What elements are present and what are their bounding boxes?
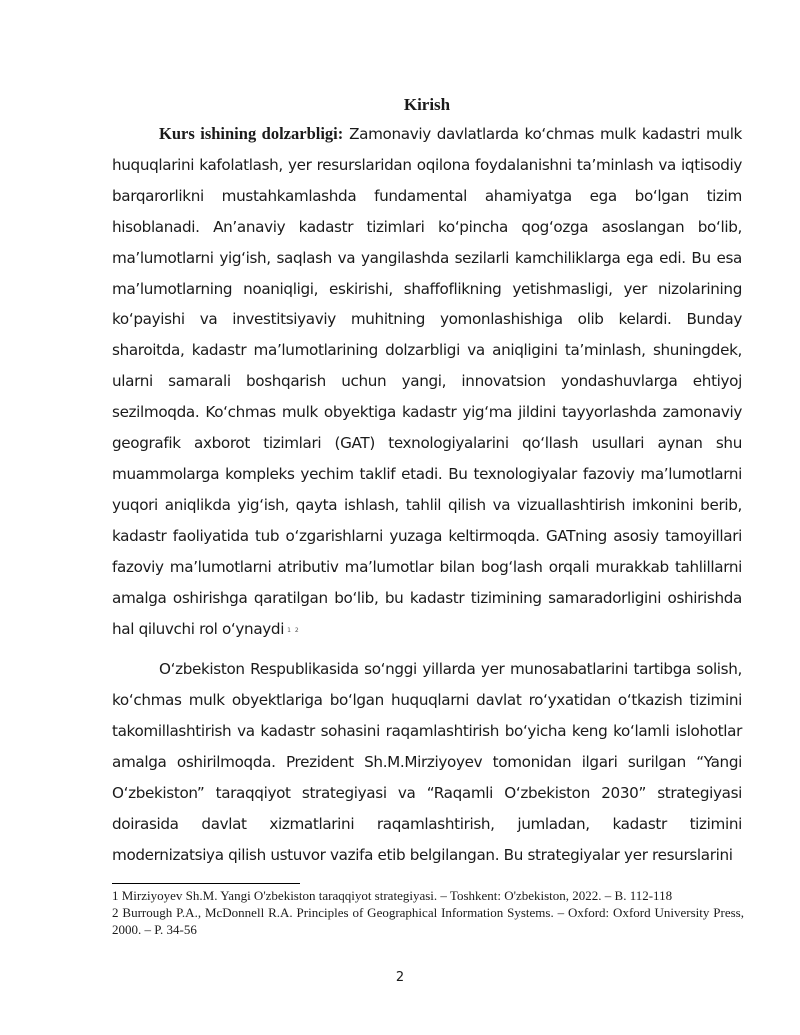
- footnotes: [112, 887, 744, 938]
- footnote-separator: [112, 883, 300, 884]
- paragraph-relevance: [112, 119, 742, 646]
- footnote-1: 1 Mirziyoyev Sh.M. Yangi O'zbekiston taraqqiyot strategiyasi. – Toshkent: O'zbekiston, 2022. – B. 112-118: [112, 888, 673, 903]
- paragraph-text: Zamonaviy davlatlarda ko‘chmas mulk kadastri mulk huquqlarini kafolatlash, yer resurslaridan oqilona foydalanishni ta’minlash va iqtisodiy barqarorlikni mustahkamlashda fundamental ahamiyatga ega bo‘lgan tizim hisoblanadi. An’anaviy kadastr tizimlari ko‘pincha qog‘ozga asoslangan bo‘lib, ma’lumotlarni yig‘ish, saqlash va yangilashda sezilarli kamchiliklarga ega edi. Bu esa ma’lumotlarning noaniqligi, eskirishi, shaffoflikning yetishmasligi, yer nizolarining ko‘payishi va investitsiyaviy muhitning yomonlashishiga olib kelardi. Bunday sharoitda, kadastr ma’lumotlarining dolzarbligi va aniqligini ta’minlash, shuningdek, ularni samarali boshqarish uchun yangi, innovatsion yondashuvlarga ehtiyoj sezilmoqda. Ko‘chmas mulk obyektiga kadastr yig‘ma jildini tayyorlashda zamonaviy geografik axborot tizimlari (GAT) texnologiyalarini qo‘llash usullari aynan shu muammolarga kompleks yechim taklif etadi. Bu texnologiyalar fazoviy ma’lumotlarni yuqori aniqlikda yig‘ish, qayta ishlash, tahlil qilish va vizuallashtirish imkonini berib, kadastr faoliyatida tub o‘zgarishlarni yuzaga keltirmoqda. GATning asosiy tamoyillari fazoviy ma’lumotlarni atributiv ma’lumotlar bilan bog‘lash orqali murakkab tahlillarni amalga oshirishga qaratilgan bo‘lib, bu kadastr tizimining samaradorligini oshirishda hal qiluvchi rol o‘ynaydi: [112, 125, 743, 638]
- document-body: [112, 93, 742, 871]
- footnote-2: 2 Burrough P.A., McDonnell R.A. Principles of Geographical Information Systems. – Oxford: Oxford University Press, 2000. – P. 34-56: [112, 905, 744, 937]
- paragraph-reforms: O‘zbekiston Respublikasida so‘nggi yillarda yer munosabatlarini tartibga solish, ko‘chmas mulk obyektlariga bo‘lgan huquqlarni davlat ro‘yxatidan o‘tkazish tizimini takomillashtirish va kadastr sohasini raqamlashtirish bo‘yicha keng ko‘lamli islohotlar amalga oshirilmoqda. Prezident Sh.M.Mirziyoyev tomonidan ilgari surilgan “Yangi O‘zbekiston” taraqqiyot strategiyasi va “Raqamli O‘zbekiston 2030” strategiyasi doirasida davlat xizmatlarini raqamlashtirish, jumladan, kadastr tizimini modernizatsiya qilish ustuvor vazifa etib belgilangan. Bu strategiyalar yer resurslarini: [112, 660, 742, 864]
- footnote-refs[interactable]: 1 2: [287, 626, 300, 634]
- page-number: 2: [395, 970, 405, 985]
- section-heading: Kirish: [403, 95, 451, 114]
- paragraph-lead: Kurs ishining dolzarbligi:: [159, 124, 344, 143]
